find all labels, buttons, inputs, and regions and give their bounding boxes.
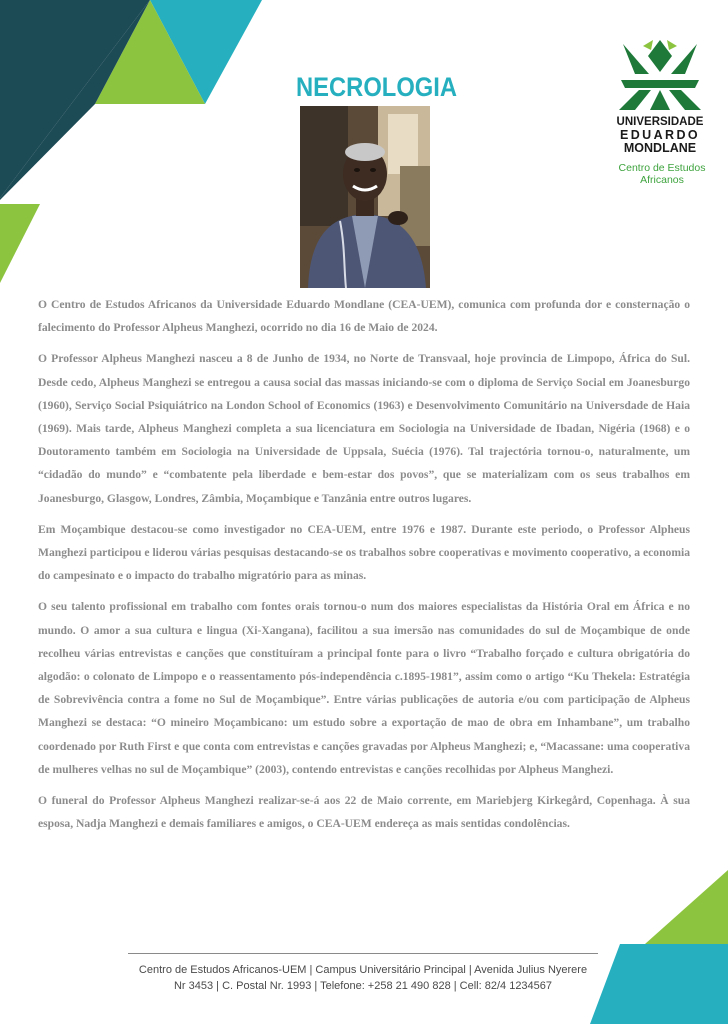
page-title: NECROLOGIA [296, 72, 458, 102]
portrait-photo [300, 106, 430, 288]
logo-wordmark [600, 116, 720, 155]
logo-line-2: EDUARDO [620, 128, 700, 142]
green-triangle-left [0, 204, 40, 283]
logo-emblem-icon [615, 36, 705, 112]
paragraph-oral-history: O seu talento profissional em trabalho com fontes orais tornou-o num dos maiores especialistas da História Oral em África e no mundo. O amor a sua cultura e lingua (Xi-Xangana), facilitou a sua imersão nas comunidades do sul de Moçambique de onde recolheu várias entrevistas e canções que constituíram a principal fonte para o livro “Trabalho forçado e cultura obrigatória do algodão: o colonato de Limpopo e o reassentamento pós-independência c.1895-1981”, assim como o artigo “Ku Thekela: Estratégia de Sobrevivência contra a fome no Sul de Moçambique”. Entre várias publicações de autoria e/ou com participação de Alpheus Manghezi se destaca: “O mineiro Moçambicano: um estudo sobre a exportação de mao de obra em Inhambane”, um trabalho coordenado por Ruth First e que conta com entrevistas e canções gravadas por Alpheus Manghezi; e, “Macassane: uma cooperativa de mulheres velhas no sul de Moçambique” (2003), contendo entrevistas e canções recolhidas por Alpheus Manghezi. [38, 600, 690, 776]
paragraph-biography: O Professor Alpheus Manghezi nasceu a 8 de Junho de 1934, no Norte de Transvaal, hoje provincia de Limpopo, África do Sul. Desde cedo, Alpheus Manghezi se entregou a causa social das massas iniciando-se com o diploma de Serviço Social em Joanesburgo (1960), Serviço Social Psiquiátrico na London School of Economics (1963) e Desenvolvimento Comunitário na Universdade de Haia (1969). Mais tarde, Alpheus Manghezi completa a sua licenciatura em Sociologia na Universidade de Ibadan, Nigéria (1968) e o Doutoramento também em Sociologia na Universidade de Uppsala, Suécia (1976). Tal trajectória tornou-o, naturalmente, um “cidadão do mundo” e “combatente pela liberdade e bem-estar dos povos”, que se materializam com os seus trabalhos em Joanesburgo, Glasgow, Londres, Zâmbia, Moçambique e Tanzânia entre outros lugares. [38, 352, 690, 505]
paragraph-announcement: O Centro de Estudos Africanos da Universidade Eduardo Mondlane (CEA-UEM), comunica com profunda dor e consternação o falecimento do Professor Alpheus Manghezi, ocorrido no dia 16 de Maio de 2024. [38, 298, 690, 335]
logo-subtitle: Centro de Estudos Africanos [618, 162, 706, 186]
obituary-body [38, 293, 690, 843]
footer-contact [100, 962, 626, 994]
footer-divider [128, 953, 598, 954]
footer-phone: Nr 3453 | C. Postal Nr. 1993 | Telefone: +258 21 490 828 | Cell: 82/4 1234567 [173, 980, 553, 992]
logo-line-1: UNIVERSIDADE [616, 116, 704, 128]
portrait-photo-illustration [300, 106, 430, 288]
logo-line-3: MONDLANE [623, 141, 697, 155]
footer-address: Centro de Estudos Africanos-UEM | Campus Universitário Principal | Avenida Julius Nyerere [138, 964, 588, 976]
paragraph-mozambique: Em Moçambique destacou-se como investigador no CEA-UEM, entre 1976 e 1987. Durante este periodo, o Professor Alpheus Manghezi participou e liderou várias pesquisas destacando-se os trabalhos sobre cooperativas e movimento cooperativo, a economia do campesinato e o impacto do trabalho migratório para as minas. [38, 522, 690, 583]
green-triangle-bottom [645, 870, 728, 944]
paragraph-funeral: O funeral do Professor Alpheus Manghezi realizar-se-á aos 22 de Maio corrente, em Mariebjerg Kirkegård, Copenhaga. À sua esposa, Nadja Manghezi e demais familiares e amigos, o CEA-UEM endereça as mais sentidas condolências. [38, 794, 690, 831]
